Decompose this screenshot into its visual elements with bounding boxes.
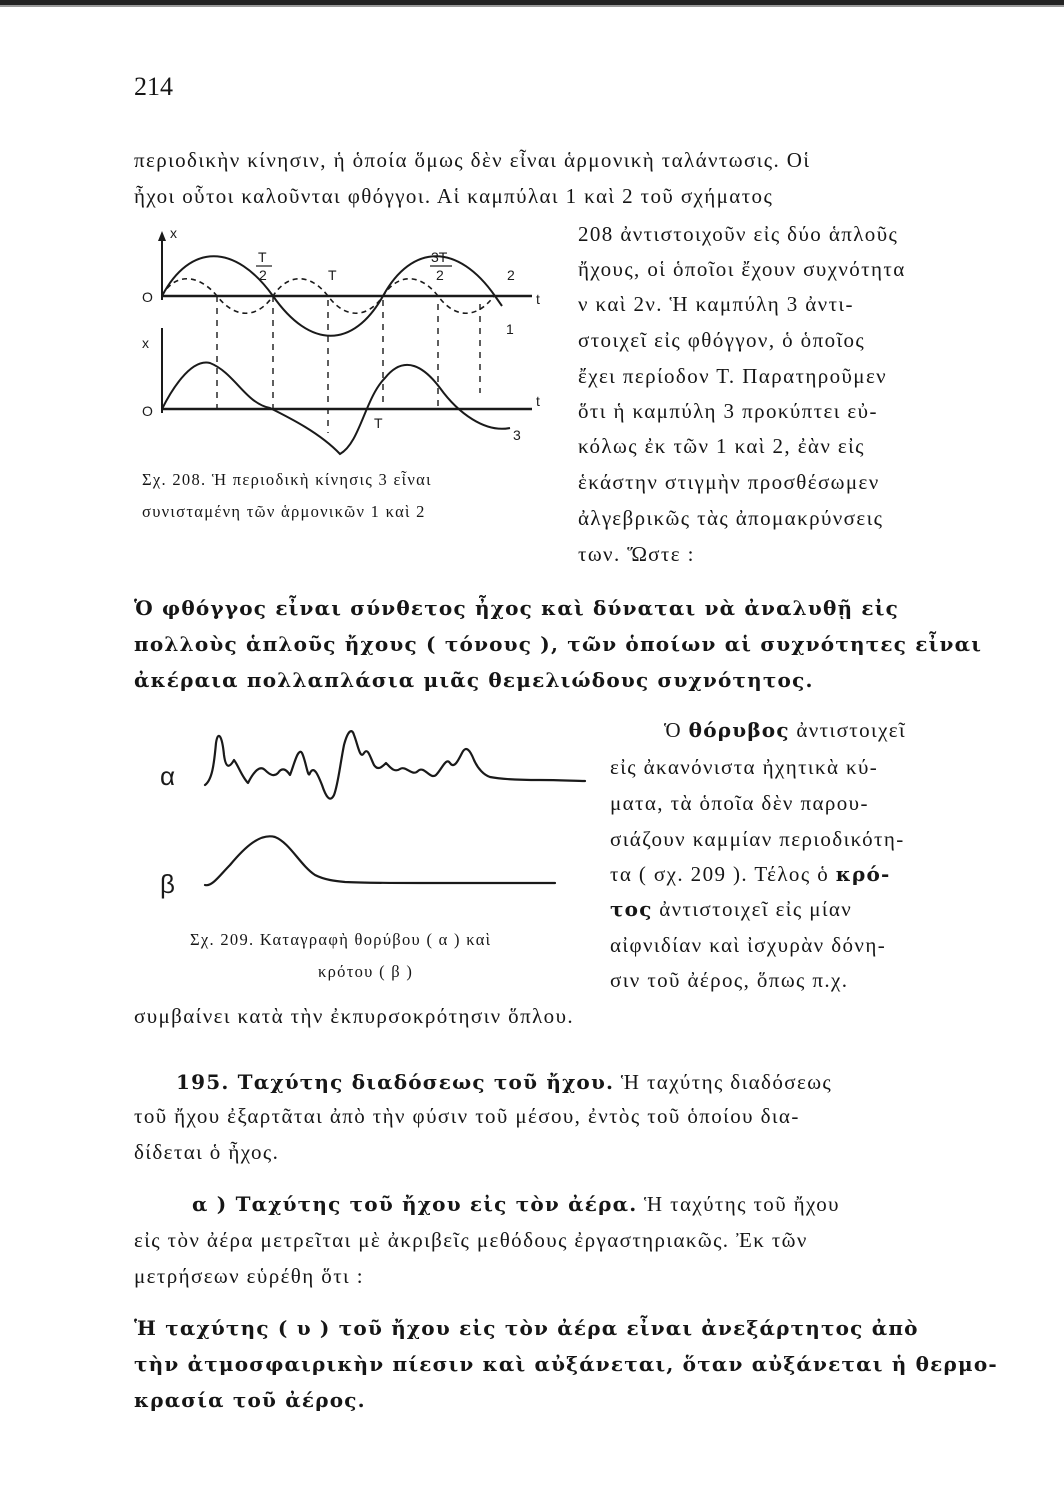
bold-statement-line: ἀκέραια πολλαπλάσια μιᾶς θεμελιώδους συχνότητος. — [134, 668, 814, 692]
section-195-first-line: 195. Ταχύτης διαδόσεως τοῦ ἤχου. Ἡ ταχύτης διαδόσεως — [176, 1070, 833, 1094]
paragraph-line: ἔχει περίοδον Τ. Παρατηροῦμεν — [578, 364, 888, 388]
paragraph-line: συμβαίνει κατὰ τὴν ἐκπυρσοκρότησιν ὅπλου. — [134, 1004, 575, 1028]
term-crack: κρό- — [835, 862, 891, 886]
fig209-crack-trace — [205, 836, 555, 885]
bold-statement-line: κρασία τοῦ ἀέρος. — [134, 1388, 366, 1412]
fig209-noise-trace — [205, 731, 585, 799]
paragraph-line: τοῦ ἤχου ἐξαρτᾶται ἀπὸ τὴν φύσιν τοῦ μέσου, ἐντὸς τοῦ ὁποίου δια- — [134, 1104, 800, 1128]
paragraph-line: αἰφνιδίαν καὶ ἰσχυρὰν δόνη- — [610, 933, 887, 957]
paragraph-line: ὅτι ἡ καμπύλη 3 προκύπτει εὐ- — [578, 399, 878, 423]
section-195-heading: 195. Ταχύτης διαδόσεως τοῦ ἤχου. — [176, 1070, 615, 1094]
fig208-label-o-top: O — [142, 289, 153, 305]
fig208-label-x-top: x — [170, 225, 177, 241]
paragraph-line: ἀλγεβρικῶς τὰς ἀπομακρύνσεις — [578, 506, 884, 530]
top-edge-rule-shadow — [0, 5, 1064, 7]
term-noise: θόρυβος — [688, 718, 790, 742]
figure-209-caption-line: Σχ. 209. Καταγραφὴ θορύβου ( α ) καὶ — [190, 930, 492, 949]
fig208-label-curve-3: 3 — [513, 427, 521, 443]
fig208-top-arrow — [158, 231, 166, 241]
page-number: 214 — [134, 72, 173, 101]
subsection-a-first-line: α ) Ταχύτης τοῦ ἤχου εἰς τὸν ἀέρα. Ἡ ταχύτης τοῦ ἤχου — [192, 1192, 840, 1216]
term-crack-cont: τος — [610, 897, 653, 921]
paragraph-line: ἑκάστην στιγμὴν προσθέσωμεν — [578, 470, 880, 494]
paragraph-line: των. Ὥστε : — [578, 542, 695, 566]
paragraph-line: τος ἀντιστοιχεῖ εἰς μίαν — [610, 897, 853, 921]
paragraph-line: ματα, τὰ ὁποῖα δὲν παρου- — [610, 791, 869, 815]
paragraph-line: σιν τοῦ ἀέρος, ὅπως π.χ. — [610, 968, 849, 992]
figure-209-caption-line: κρότου ( β ) — [318, 962, 414, 981]
paragraph-line: ν καὶ 2ν. Ἡ καμπύλη 3 ἀντι- — [578, 292, 854, 316]
fig208-label-o-bottom: O — [142, 403, 153, 419]
fig208-label-t-top: t — [536, 291, 540, 307]
paragraph-line: μετρήσεων εὑρέθη ὅτι : — [134, 1264, 364, 1288]
paragraph-line: στοιχεῖ εἰς φθόγγον, ὁ ὁποῖος — [578, 328, 866, 352]
fig209-label-b: β — [160, 869, 175, 899]
paragraph-line: σιάζουν καμμίαν περιοδικότη- — [610, 827, 905, 851]
fig208-label-t-bottom: t — [536, 393, 540, 409]
figure-208-caption-line: συνισταμένη τῶν ἁρμονικῶν 1 καὶ 2 — [142, 502, 426, 521]
bold-statement-line: Ὁ φθόγγος εἶναι σύνθετος ἦχος καὶ δύναται νὰ ἀναλυθῇ εἰς — [134, 596, 900, 620]
fig208-label-halfT-den: 2 — [259, 267, 267, 283]
bold-statement-line: πολλοὺς ἁπλοῦς ἤχους ( τόνους ), τῶν ὁποίων αἱ συχνότητες εἶναι — [134, 632, 983, 656]
fig208-label-T-bottom: T — [374, 415, 383, 431]
bold-statement-line: τὴν ἀτμοσφαιρικὴν πίεσιν καὶ αὐξάνεται, ὅταν αὐξάνεται ἡ θερμο- — [134, 1352, 998, 1376]
paragraph-line: ἦχοι οὗτοι καλοῦνται φθόγγοι. Αἱ καμπύλαι 1 καὶ 2 τοῦ σχήματος — [134, 184, 774, 208]
fig208-label-curve-2: 2 — [507, 267, 515, 283]
paragraph-line: ἤχους, οἱ ὁποῖοι ἔχουν συχνότητα — [578, 257, 906, 281]
paragraph-line: 208 ἀντιστοιχοῦν εἰς δύο ἁπλοῦς — [578, 222, 899, 246]
fig208-label-halfT-num: T — [258, 249, 267, 265]
fig208-label-3halfT-den: 2 — [436, 267, 444, 283]
fig209-label-a: α — [160, 761, 176, 791]
fig208-label-3halfT-num: 3T — [431, 249, 448, 265]
paragraph-line: εἰς ἀκανόνιστα ἠχητικὰ κύ- — [610, 755, 879, 779]
paragraph-line: κόλως ἐκ τῶν 1 καὶ 2, ἐὰν εἰς — [578, 434, 865, 458]
paragraph-line: εἰς τὸν ἀέρα μετρεῖται μὲ ἀκριβεῖς μεθόδους ἐργαστηριακῶς. Ἐκ τῶν — [134, 1228, 808, 1252]
bold-statement-line: Ἡ ταχύτης ( υ ) τοῦ ἤχου εἰς τὸν ἀέρα εἶναι ἀνεξάρτητος ἀπὸ — [134, 1316, 919, 1340]
fig208-label-x-mid: x — [142, 335, 149, 351]
figure-208-caption-line: Σχ. 208. Ἡ περιοδικὴ κίνησις 3 εἶναι — [142, 470, 432, 489]
paragraph-line: Ὁ θόρυβος ἀντιστοιχεῖ — [664, 718, 907, 742]
paragraph-line: τα ( σχ. 209 ). Τέλος ὁ κρό- — [610, 862, 891, 886]
fig208-label-T-top: T — [328, 267, 337, 283]
paragraph-line: δίδεται ὁ ἦχος. — [134, 1140, 280, 1164]
fig208-label-curve-1: 1 — [506, 321, 514, 337]
figure-208 — [140, 225, 560, 468]
subsection-a-heading: α ) Ταχύτης τοῦ ἤχου εἰς τὸν ἀέρα. — [192, 1192, 638, 1216]
figure-209 — [150, 725, 590, 905]
paragraph-line: περιοδικὴν κίνησιν, ἡ ὁποία ὅμως δὲν εἶναι ἁρμονικὴ ταλάντωσις. Οἱ — [134, 148, 811, 172]
